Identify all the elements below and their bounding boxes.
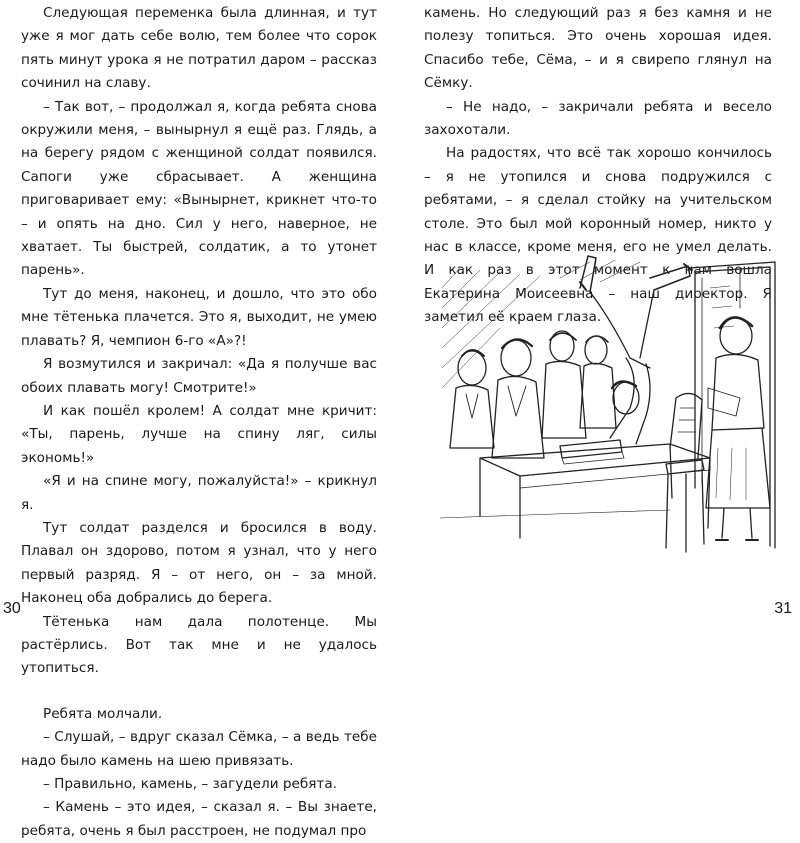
paragraph: – Не надо, – закричали ребята и весело захохотали. <box>424 98 772 139</box>
left-page <box>0 0 400 839</box>
handstand-boy <box>580 256 692 444</box>
page-number-left: 30 <box>3 600 21 617</box>
paragraph: камень. Но следующий раз я без камня и не полезу топиться. Это очень хорошая идея. Спасибо тебе, Сёма, – и я свирепо глянул на Сёмку. <box>424 5 772 92</box>
paragraph: На радостях, что всё так хорошо кончилось – я не утопился и снова подружился с ребятами, – я сделал стойку на учительском столе. Это был мой коронный номер, никто у нас в классе, кроме меня, его не умел делать. И как раз в этот момент к нам вошла Екатерина Моисеевна – наш директор. Я заметил её краем глаза. <box>424 145 772 326</box>
teachers-desk <box>480 440 710 538</box>
paragraph: И как пошёл кролем! А солдат мне кричит: «Ты, парень, лучше на спину ляг, силы экономь!» <box>21 402 377 466</box>
students-group <box>450 331 616 458</box>
paragraph: Ребята молчали. <box>43 705 163 722</box>
paragraph: Следующая переменка была длинная, и тут уже я мог дать себе волю, тем более что сорок пять минут урока я не потратил даром – рассказ сочинил на славу. <box>21 5 377 92</box>
paragraph: – Камень – это идея, – сказал я. – Вы знаете, ребята, очень я был расстроен, не подумал про <box>21 799 377 839</box>
paragraph: – Так вот, – продолжал я, когда ребята снова окружили меня, – вынырнул я ещё раз. Глядь, а на берегу рядом с женщиной солдат появился. Сапоги уже сбрасывает. А женщина приговаривает ему: «Вынырнет, крикнет что-то – и опять на дно. Сил у него, наверное, не хватает. Ты быстрей, солдатик, а то утонет парень». <box>21 98 377 279</box>
director-woman <box>706 317 770 540</box>
paragraph: «Я и на спине могу, пожалуйста!» – крикнул я. <box>21 473 377 513</box>
paragraph: Тётенька нам дала полотенце. Мы растёрлись. Вот так мне и не удалось утопиться. <box>21 613 377 677</box>
page-number-right: 31 <box>774 600 792 617</box>
wall-hatching <box>442 260 640 388</box>
paragraph: Тут до меня, наконец, и дошло, что это обо мне тётенька плачется. Это я, выходит, не умею плавать? Я, чемпион 6-го «А»?! <box>21 285 377 349</box>
paragraph: Я возмутился и закричал: «Да я получше вас обоих плавать могу! Смотрите!» <box>21 356 377 396</box>
paragraph: – Правильно, камень, – загудели ребята. <box>43 776 337 792</box>
left-page-text <box>21 2 377 843</box>
classroom-illustration <box>440 248 785 566</box>
right-page <box>400 0 800 622</box>
paragraph: Тут солдат разделся и бросился в воду. Плавал он здорово, потом я узнал, что у него первый разряд. Я – от него, он – за мной. Наконец оба добрались до берега. <box>21 519 377 607</box>
paragraph: – Слушай, – вдруг сказал Сёмка, – а ведь тебе надо было камень на шею привязать. <box>21 729 377 769</box>
